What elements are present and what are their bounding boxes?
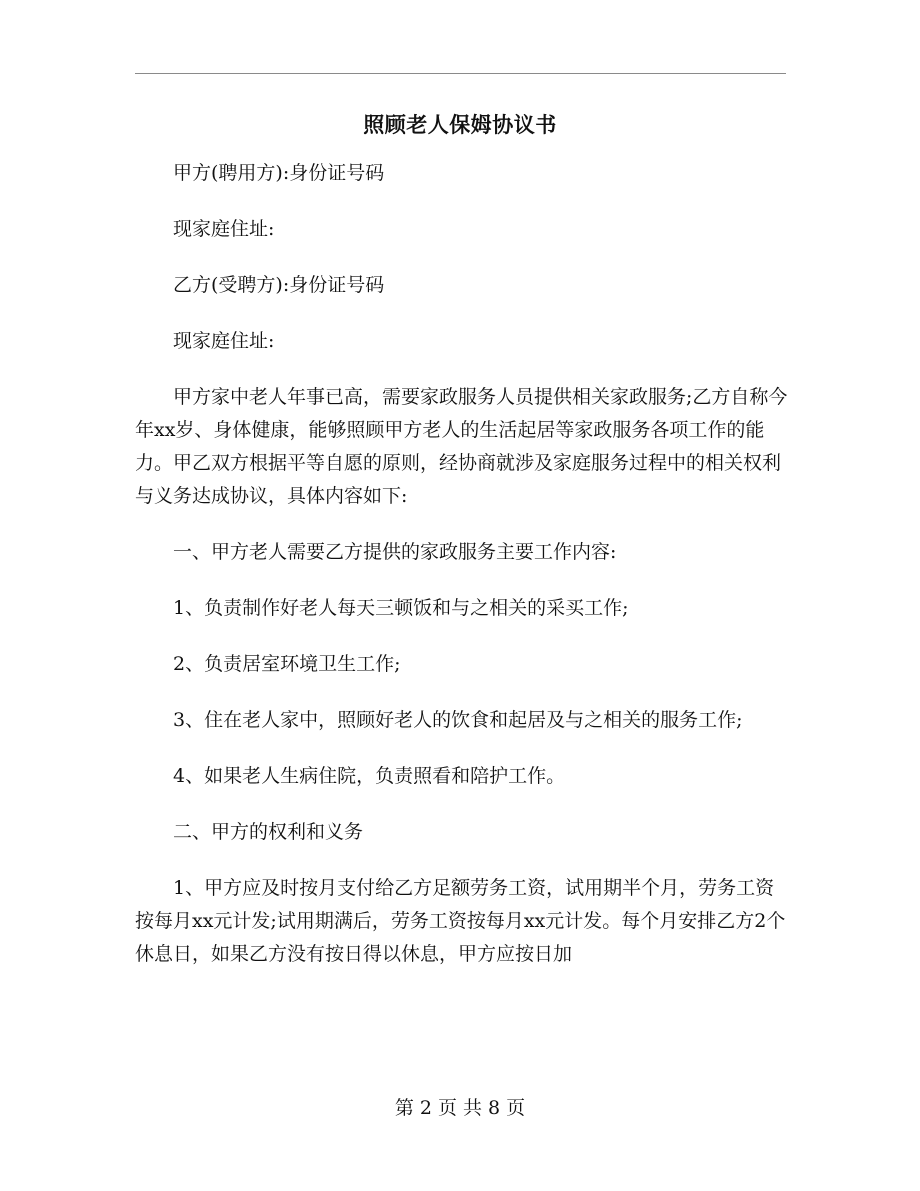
party-b-address: 现家庭住址: [173,330,275,352]
party-a-obligation-1: 1、甲方应及时按月支付给乙方足额劳务工资，试用期半个月，劳务工资按每月xx元计发;试用期满后，劳务工资按每月xx元计发。每个月安排乙方2个休息日，如果乙方没有按日得以休息，甲方应按日加 [135,877,786,965]
party-a-address: 现家庭住址: [173,218,275,240]
party-b-line: 乙方(受聘方):身份证号码 [173,274,385,296]
party-a-line: 甲方(聘用方):身份证号码 [173,162,385,184]
document-title: 照顾老人保姆协议书 [363,112,557,137]
duty-item-4: 4、如果老人生病住院，负责照看和陪护工作。 [173,765,566,787]
preamble-paragraph: 甲方家中老人年事已高，需要家政服务人员提供相关家政服务;乙方自称今年xx岁、身体健康，能够照顾甲方老人的生活起居等家政服务各项工作的能力。甲乙双方根据平等自愿的原则，经协商就涉及家庭服务过程中的相关权利与义务达成协议，具体内容如下: [135,386,788,507]
section-one-heading: 一、甲方老人需要乙方提供的家政服务主要工作内容: [173,541,617,563]
section-two-heading: 二、甲方的权利和义务 [173,821,364,843]
duty-item-1: 1、负责制作好老人每天三顿饭和与之相关的采买工作; [173,597,629,619]
document-body [135,157,790,971]
duty-item-3: 3、住在老人家中，照顾好老人的饮食和起居及与之相关的服务工作; [173,709,743,731]
page-footer: 第 2 页 共 8 页 [394,1097,526,1119]
header-rule [135,73,786,74]
duty-item-2: 2、负责居室环境卫生工作; [173,653,401,675]
